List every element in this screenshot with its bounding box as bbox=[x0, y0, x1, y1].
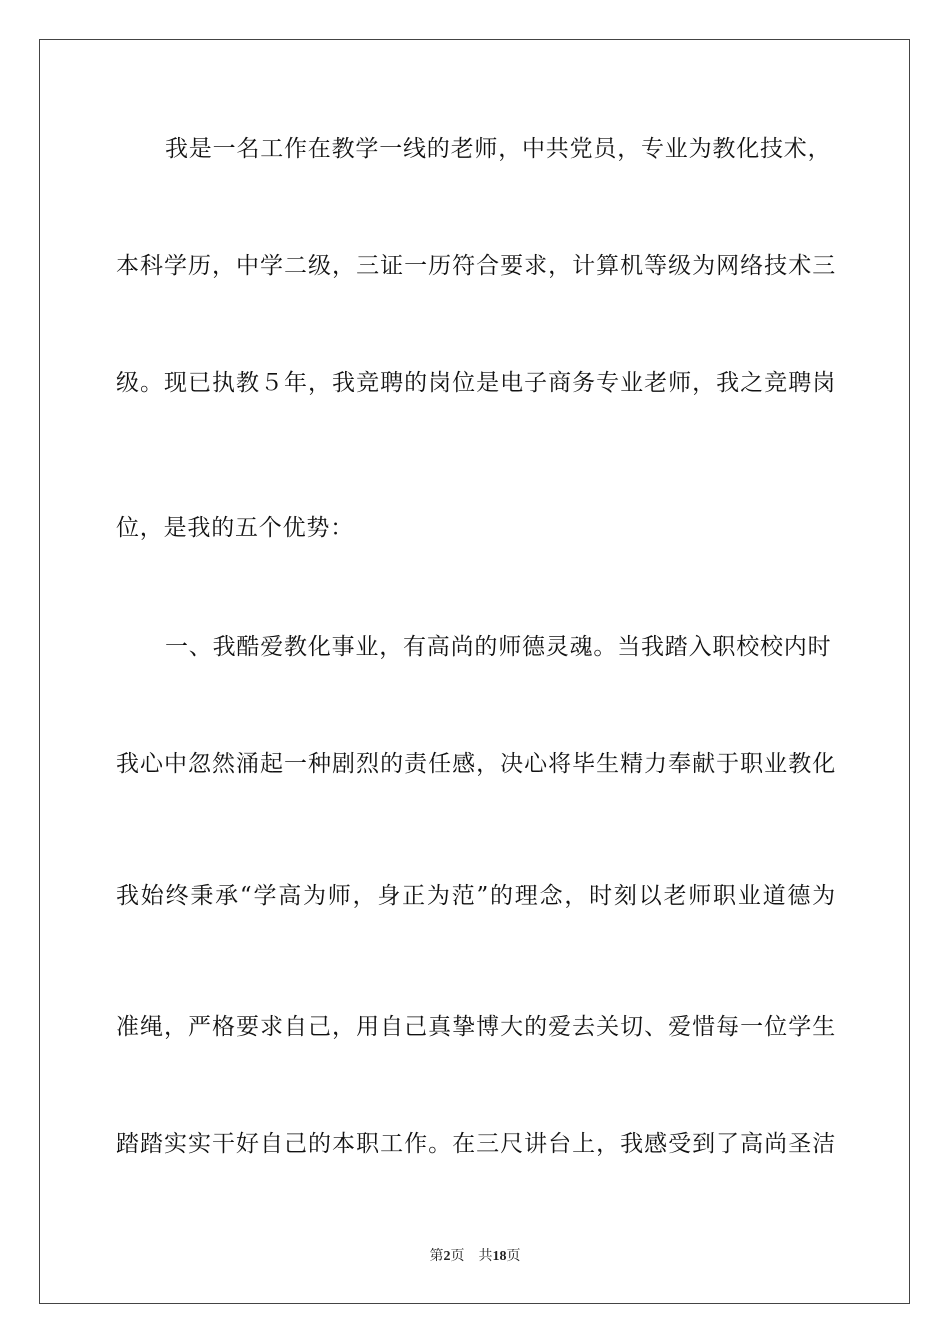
footer-total-suffix: 页 bbox=[506, 1249, 521, 1264]
page-frame bbox=[39, 39, 910, 1304]
page-footer bbox=[0, 1248, 950, 1266]
paragraph-1-line-2: 本科学历，中学二级，三证一历符合要求，计算机等级为网络技术三 bbox=[116, 253, 836, 279]
paragraph-2-line-2: 我心中忽然涌起一种剧烈的责任感，决心将毕生精力奉献于职业教化 bbox=[116, 751, 836, 777]
paragraph-2-line-1: 一、我酷爱教化事业，有高尚的师德灵魂。当我踏入职校校内时 bbox=[165, 634, 832, 660]
paragraph-2-line-3: 我始终秉承“学高为师，身正为范”的理念，时刻以老师职业道德为 bbox=[116, 883, 836, 909]
paragraph-1-line-3: 级。现已执教５年，我竞聘的岗位是电子商务专业老师，我之竞聘岗 bbox=[116, 370, 836, 396]
paragraph-2-line-4: 准绳，严格要求自己，用自己真挚博大的爱去关切、爱惜每一位学生 bbox=[116, 1014, 836, 1040]
footer-page-suffix: 页 bbox=[450, 1249, 465, 1264]
footer-page-prefix: 第 bbox=[429, 1249, 444, 1264]
footer-total-prefix: 共 bbox=[478, 1249, 493, 1264]
footer-page-number: 2 bbox=[443, 1249, 451, 1264]
paragraph-1-line-4: 位，是我的五个优势： bbox=[116, 515, 354, 541]
footer-total-pages: 18 bbox=[492, 1249, 507, 1264]
paragraph-1-line-1: 我是一名工作在教学一线的老师，中共党员，专业为教化技术， bbox=[165, 136, 832, 162]
paragraph-2-line-5: 踏踏实实干好自己的本职工作。在三尺讲台上，我感受到了高尚圣洁 bbox=[116, 1131, 836, 1157]
